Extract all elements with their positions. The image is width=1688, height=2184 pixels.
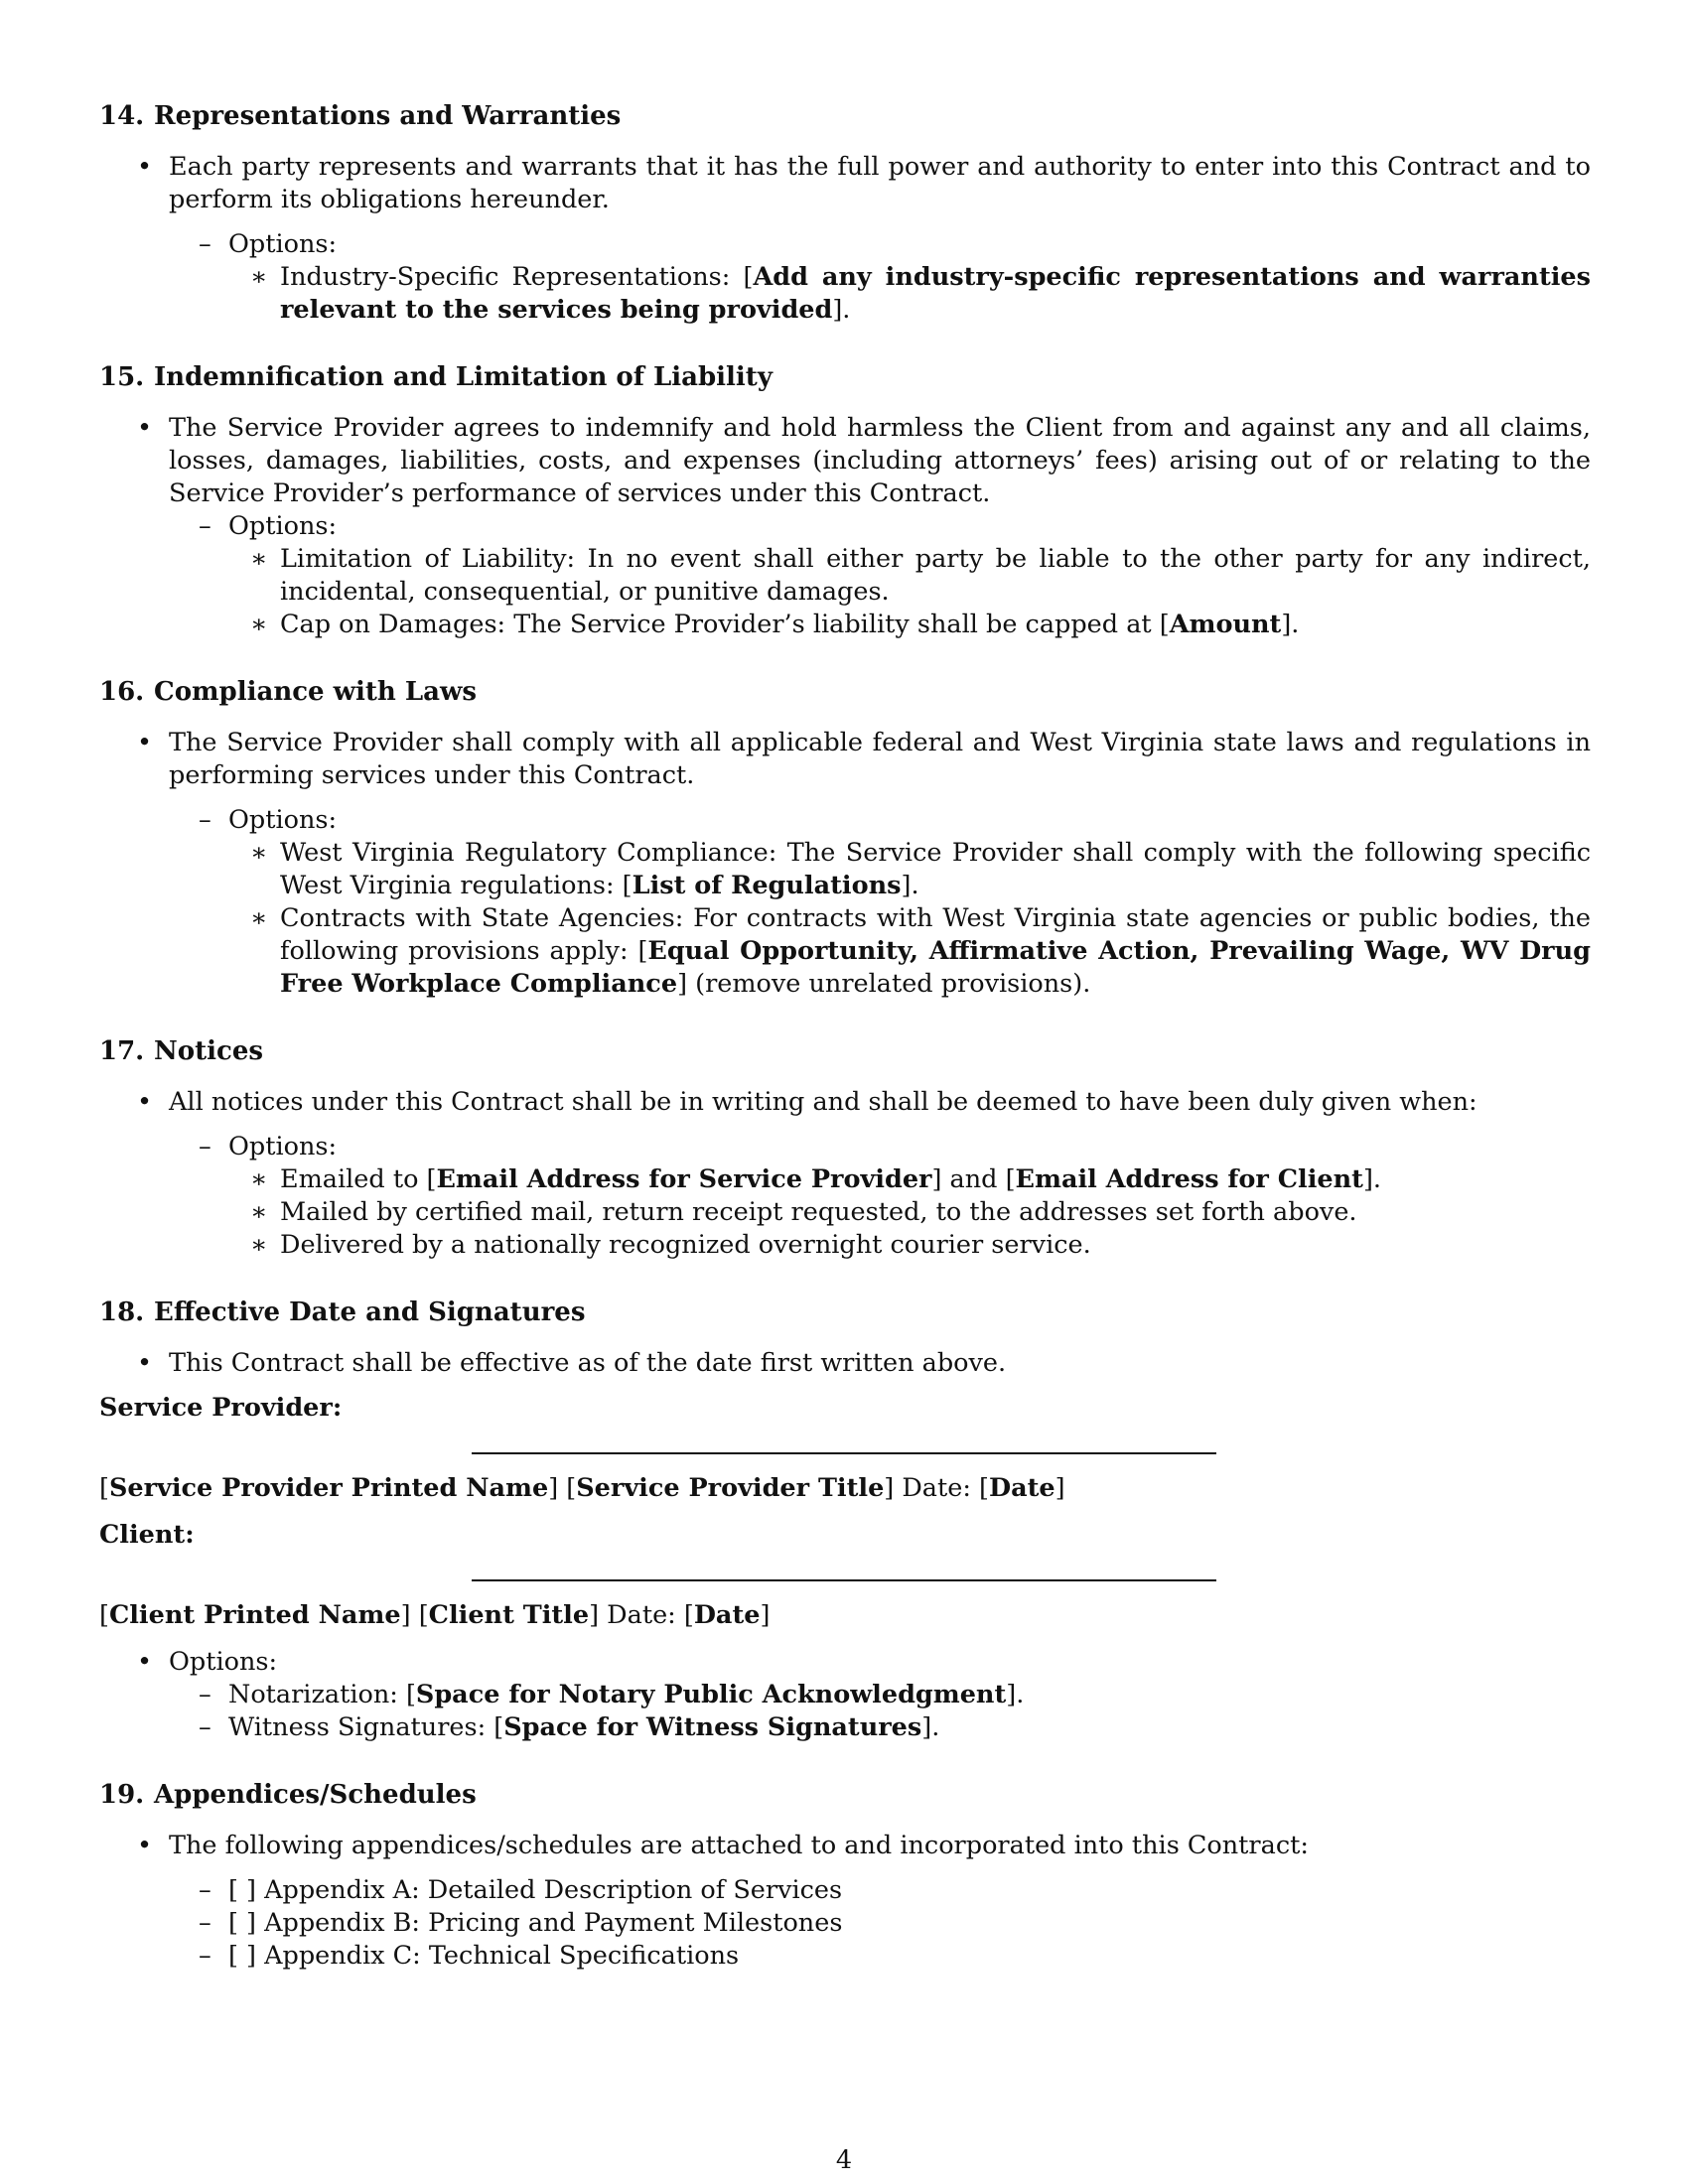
- options-label: – Options:: [99, 804, 1591, 837]
- option-item: – Notarization: [Space for Notary Public Acknowledgment].: [99, 1679, 1591, 1711]
- bullet-item: • The Service Provider agrees to indemnify and hold harmless the Client from and against any and all claims, losses, damages, liabilities, costs, and expenses (including attorneys’ fees) arising out of or relating to the Service Provider’s performance of services under this Contract.: [99, 412, 1591, 510]
- client-signature-details: [Client Printed Name] [Client Title] Date: [Date]: [99, 1600, 771, 1630]
- signature-line-provider: [472, 1452, 1216, 1454]
- option-item: ∗ Limitation of Liability: In no event shall either party be liable to the other party for any indirect, incidental, consequential, or punitive damages.: [99, 543, 1591, 609]
- section-17: [99, 1034, 1591, 1262]
- section-19: [99, 1778, 1591, 1973]
- section-heading: 18. Effective Date and Signatures: [99, 1297, 586, 1327]
- bullet-item: • Each party represents and warrants that it has the full power and authority to enter into this Contract and to perform its obligations hereunder.: [99, 151, 1591, 216]
- option-item: ∗ Industry-Specific Representations: [Add any industry-specific representations and warranties relevant to the services being provided].: [99, 261, 1591, 327]
- section-18: [99, 1296, 1591, 1744]
- client-label: Client:: [99, 1520, 195, 1550]
- section-16: [99, 675, 1591, 1001]
- option-item: – Witness Signatures: [Space for Witness Signatures].: [99, 1711, 1591, 1744]
- appendix-checkbox-item[interactable]: – [ ] Appendix C: Technical Specifications: [99, 1940, 1591, 1973]
- contract-page: [99, 99, 1591, 2006]
- bullet-item: • The Service Provider shall comply with all applicable federal and West Virginia state laws and regulations in performing services under this Contract.: [99, 727, 1591, 792]
- page-number: 4: [835, 2145, 853, 2175]
- option-item: ∗ Contracts with State Agencies: For contracts with West Virginia state agencies or public bodies, the following provisions apply: [Equal Opportunity, Affirmative Action, Prevailing Wage, WV Drug Free Workplace Compliance] (remove unrelated provisions).: [99, 902, 1591, 1001]
- options-label: – Options:: [99, 228, 1591, 261]
- option-item: ∗ Mailed by certified mail, return receipt requested, to the addresses set forth above.: [99, 1196, 1591, 1229]
- section-14: [99, 99, 1591, 327]
- section-heading: 16. Compliance with Laws: [99, 677, 478, 707]
- options-label: – Options:: [99, 510, 1591, 543]
- bullet-item: • This Contract shall be effective as of the date first written above.: [99, 1347, 1591, 1380]
- section-heading: 17. Notices: [99, 1036, 264, 1066]
- option-item: ∗ West Virginia Regulatory Compliance: The Service Provider shall comply with the following specific West Virginia regulations: [List of Regulations].: [99, 837, 1591, 902]
- provider-signature-details: [Service Provider Printed Name] [Service Provider Title] Date: [Date]: [99, 1473, 1065, 1503]
- option-item: ∗ Cap on Damages: The Service Provider’s liability shall be capped at [Amount].: [99, 609, 1591, 641]
- option-item: ∗ Delivered by a nationally recognized overnight courier service.: [99, 1229, 1591, 1262]
- service-provider-label: Service Provider:: [99, 1393, 343, 1423]
- bullet-item: • The following appendices/schedules are attached to and incorporated into this Contract:: [99, 1830, 1591, 1862]
- appendix-checkbox-item[interactable]: – [ ] Appendix B: Pricing and Payment Milestones: [99, 1907, 1591, 1940]
- section-heading: 14. Representations and Warranties: [99, 101, 622, 131]
- signature-line-client: [472, 1579, 1216, 1581]
- section-heading: 15. Indemnification and Limitation of Liability: [99, 362, 773, 392]
- bullet-item: • All notices under this Contract shall be in writing and shall be deemed to have been duly given when:: [99, 1086, 1591, 1119]
- option-item: ∗ Emailed to [Email Address for Service Provider] and [Email Address for Client].: [99, 1163, 1591, 1196]
- appendix-checkbox-item[interactable]: – [ ] Appendix A: Detailed Description of Services: [99, 1874, 1591, 1907]
- section-heading: 19. Appendices/Schedules: [99, 1780, 477, 1810]
- section-15: [99, 360, 1591, 641]
- bullet-item: • Options:: [99, 1646, 1591, 1679]
- options-label: – Options:: [99, 1131, 1591, 1163]
